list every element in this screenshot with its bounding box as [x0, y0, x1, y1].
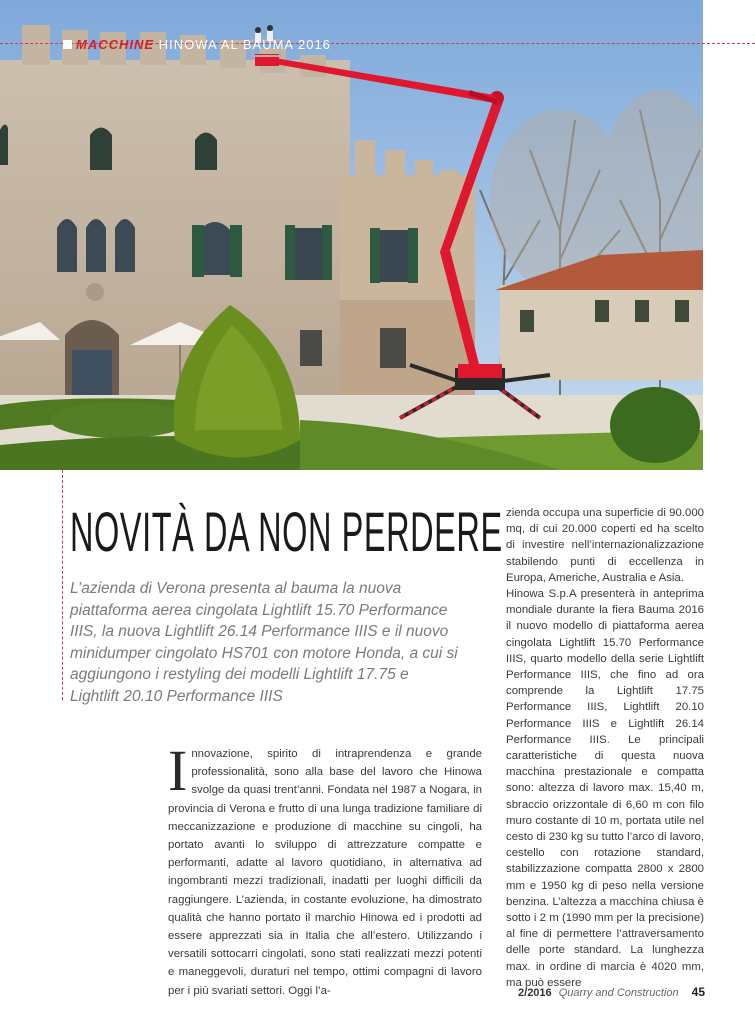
drop-cap: I	[168, 738, 188, 803]
hero-photo	[0, 0, 703, 470]
footer-issue: 2/2016	[518, 987, 552, 999]
body-column-2-paragraph-2: Hinowa S.p.A presenterà in anteprima mondiale durante la fiera Bauma 2016 il nuovo modello di piattaforma aerea cingolata Lightlift 15.70 Performance IIIS, quarto modello della serie Lightlift Performance IIIS, che fino ad ora comprende la Lightlift 17.75 Performance IIIS, Lightlift 20.10 Performance IIIS e Lightlift 26.14 Performance IIIS. Le principali caratteristiche di questa nuova macchina prestazionale e compatta sono: altezza di lavoro max. 15,40 m, sbraccio orizzontale di 6,60 m con filo muro costante di 10 m, portata utile nel cesto di 230 kg su tutto l’arco di lavoro, cestello con rotazione standard, stabilizzazione compatta 2800 x 2800 mm e 1950 kg di peso nella versione benzina. L’altezza a macchina chiusa è sotto i 2 m (1990 mm per la precisione) al fine di permettere l’attraversamento delle porte standard. La lunghezza max. in ordine di marcia è 4020 mm, ma può essere	[506, 588, 704, 989]
page-footer	[518, 985, 705, 999]
article-title: NOVITÀ DA NON PERDERE	[70, 500, 503, 563]
footer-page-number: 45	[691, 985, 705, 999]
footer-magazine-name: Quarry and Construction	[558, 987, 679, 999]
section-topic: HINOWA AL BAUMA 2016	[158, 37, 331, 52]
body-column-1	[168, 738, 482, 1000]
decorative-vertical-line	[62, 470, 63, 700]
body-column-2-paragraph-1: zienda occupa una superficie di 90.000 mq, di cui 20.000 coperti ed ha scelto di investire nell’internazionalizzazione stabilendo punti di eccellenza in Europa, Americhe, Australia e Asia.	[506, 507, 704, 584]
article-subtitle: L’azienda di Verona presenta al bauma la nuova piattaforma aerea cingolata Lightlift 15.70 Performance IIIS, la nuova Lightlift 26.14 Performance IIIS e il nuovo minidumper cingolato HS701 con motore Honda, a cui si aggiungono i restyling dei modelli Lightlift 17.75 e Lightlift 20.10 Performance IIIS	[70, 580, 458, 705]
section-label	[63, 37, 331, 52]
section-square-marker	[63, 40, 72, 49]
body-column-1-text: nnovazione, spirito di intraprendenza e grande professionalità, sono alla base del lavoro che Hinowa svolge da quasi trent’anni. Fondata nel 1987 a Nogara, in provincia di Verona e frutto di una lunga tradizione familiare di meccanizzazione e produzione di macchine su cingoli, ha portato avanti lo sviluppo di attrezzature compatte e performanti, adatte al lavoro quotidiano, in alternativa ad ingombranti mezzi tradizionali, inadatti per luoghi difficili da raggiungere. L’azienda, in costante evoluzione, ha dimostrato qualità che hanno portato il marchio Hinowa ed i prodotti ad essere apprezzati sia in Italia che all’estero. Utilizzando i versatili sottocarri cingolati, sono stati realizzati mezzi potenti e maneggevoli, duraturi nel tempo, ottimi compagni di lavoro per i più svariati settori. Oggi l’a-	[168, 748, 482, 997]
body-column-2	[506, 505, 704, 991]
section-category: MACCHINE	[76, 37, 155, 52]
